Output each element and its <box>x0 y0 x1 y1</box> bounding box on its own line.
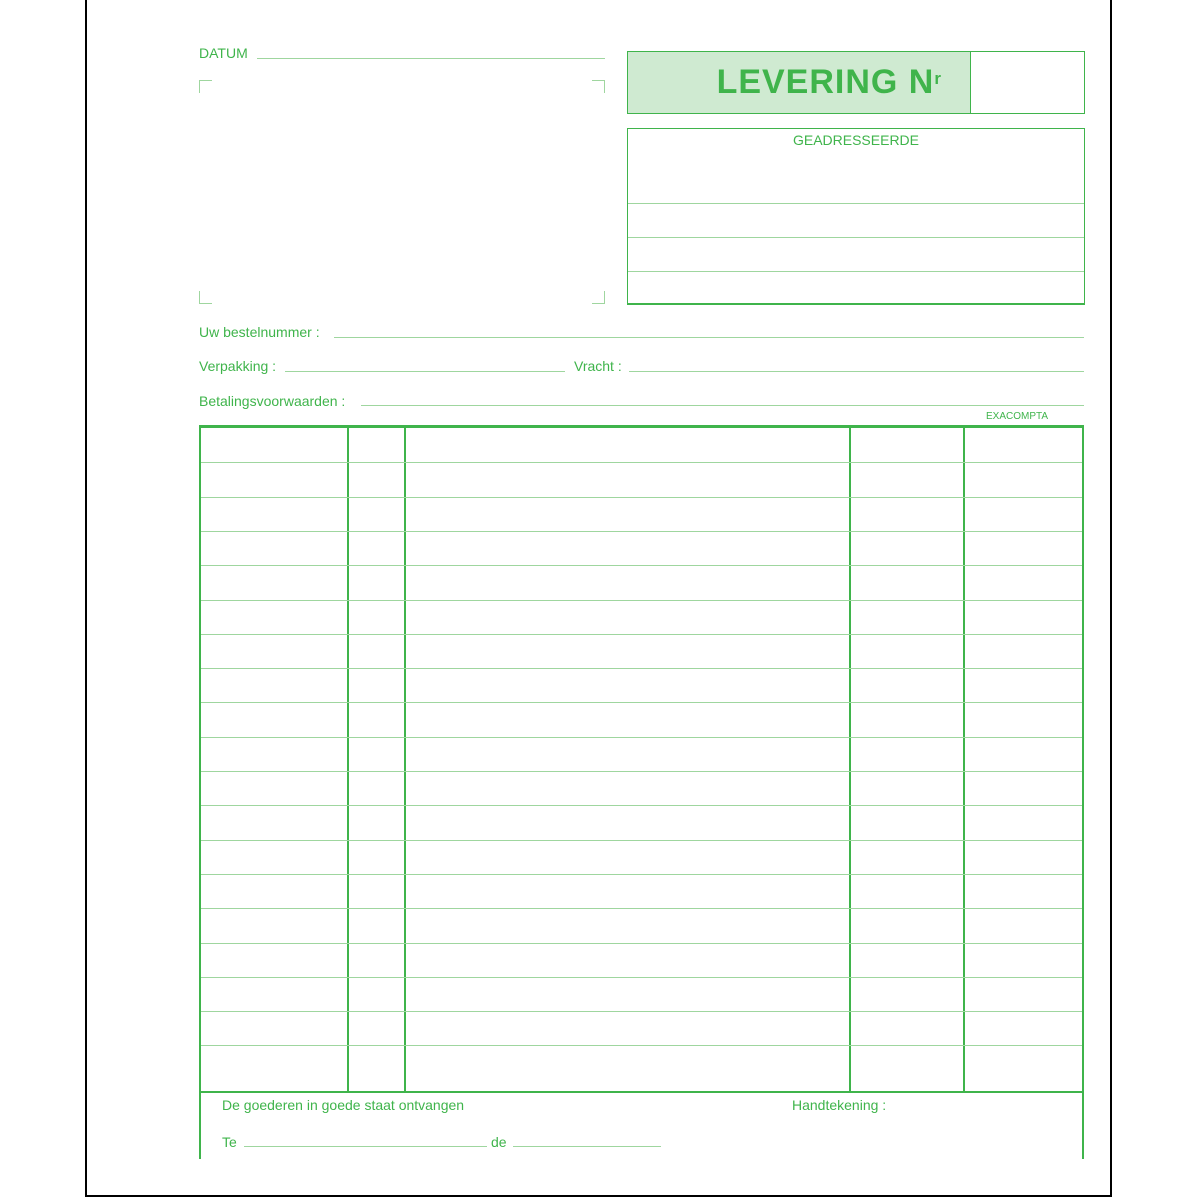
de-field-line[interactable] <box>513 1146 661 1147</box>
item-table <box>199 425 1084 1159</box>
addressee-box <box>627 128 1085 305</box>
datum-field-line[interactable] <box>257 58 605 59</box>
levering-number-box <box>627 51 1085 114</box>
table-row-line[interactable] <box>201 668 1082 669</box>
column-divider <box>963 428 965 1093</box>
table-row-line[interactable] <box>201 977 1082 978</box>
bestelnummer-field-line[interactable] <box>334 337 1084 338</box>
table-row-line[interactable] <box>201 737 1082 738</box>
table-row-line[interactable] <box>201 874 1082 875</box>
brand-label: EXACOMPTA <box>986 411 1049 422</box>
column-divider <box>849 428 851 1093</box>
levering-title-text: LEVERING N <box>716 63 935 101</box>
verpakking-field-line[interactable] <box>285 371 565 372</box>
table-row-line[interactable] <box>201 1045 1082 1046</box>
betaling-field-line[interactable] <box>361 405 1084 406</box>
addressee-line[interactable] <box>628 203 1084 204</box>
sender-area-corner-br <box>592 291 605 304</box>
table-row-line[interactable] <box>201 462 1082 463</box>
table-row-line[interactable] <box>201 805 1082 806</box>
vracht-field-line[interactable] <box>629 371 1084 372</box>
betaling-label: Betalingsvoorwaarden : <box>199 393 346 409</box>
column-divider <box>347 428 349 1093</box>
te-field-line[interactable] <box>244 1146 487 1147</box>
table-row-line[interactable] <box>201 565 1082 566</box>
table-row-line[interactable] <box>201 702 1082 703</box>
addressee-line[interactable] <box>628 271 1084 272</box>
vracht-label: Vracht : <box>574 358 622 374</box>
sender-area-corner-tl <box>199 80 212 93</box>
table-row-line[interactable] <box>201 1011 1082 1012</box>
verpakking-label: Verpakking : <box>199 358 277 374</box>
de-label: de <box>491 1134 507 1150</box>
te-label: Te <box>222 1134 237 1150</box>
table-row-line[interactable] <box>201 840 1082 841</box>
sender-area-corner-tr <box>592 80 605 93</box>
bestelnummer-label: Uw bestelnummer : <box>199 324 320 340</box>
signature-label: Handtekening : <box>792 1097 887 1113</box>
levering-title <box>628 52 971 113</box>
column-divider <box>404 428 406 1093</box>
table-row-line[interactable] <box>201 943 1082 944</box>
table-footer-divider <box>201 1091 1082 1093</box>
levering-title-sup: r <box>934 68 942 88</box>
table-row-line[interactable] <box>201 531 1082 532</box>
table-row-line[interactable] <box>201 600 1082 601</box>
addressee-label: GEADRESSEERDE <box>792 132 920 148</box>
table-row-line[interactable] <box>201 771 1082 772</box>
datum-label: DATUM <box>199 45 248 61</box>
table-row-line[interactable] <box>201 908 1082 909</box>
table-row-line[interactable] <box>201 634 1082 635</box>
table-row-line[interactable] <box>201 497 1082 498</box>
received-label: De goederen in goede staat ontvangen <box>222 1097 465 1113</box>
levering-number-field[interactable] <box>971 52 1084 113</box>
sender-area-corner-bl <box>199 291 212 304</box>
addressee-line[interactable] <box>628 237 1084 238</box>
